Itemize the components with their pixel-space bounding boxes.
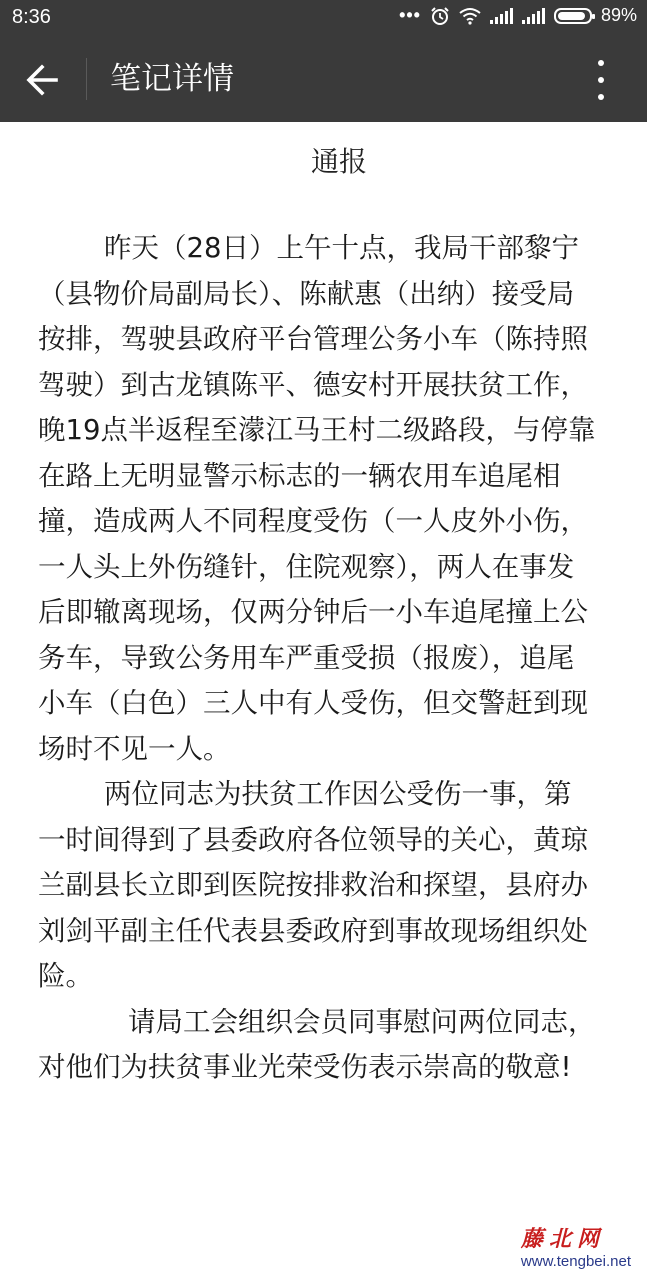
note-body — [38, 226, 598, 1091]
watermark — [521, 1222, 631, 1270]
status-time: 8:36 — [12, 6, 51, 28]
battery-percent: 89% — [600, 5, 637, 25]
more-vert-icon — [598, 60, 604, 66]
back-button[interactable] — [18, 56, 66, 104]
watermark-logo: 藤北网 — [520, 1226, 605, 1252]
app-bar-divider — [86, 58, 87, 100]
signal-icon-2 — [522, 8, 545, 24]
note-paragraph-2: 两位同志为扶贫工作因公受伤一事，第一时间得到了县委政府各位领导的关心，黄琼兰副县长立即到医院按排救治和探望，县府办刘剑平副主任代表县委政府到事故现场组织处险。 — [38, 778, 588, 992]
wifi-icon — [459, 7, 481, 25]
note-paragraph-1: 昨天（28日）上午十点，我局干部黎宁（县物价局副局长）、陈献惠（出纳）接受局按排，驾驶县政府平台管理公务小车（陈持照驾驶）到古龙镇陈平、德安村开展扶贫工作，晚19点半返程至濛江马王村二级路段，与停靠在路上无明显警示标志的一辆农用车追尾相撞，造成两人不同程度受伤（一人皮外小伤，一人头上外伤缝针，住院观察），两人在事发后即辙离现场，仅两分钟后一小车追尾撞上公务车，导致公务用车严重受损（报废），追尾小车（白色）三人中有人受伤，但交警赶到现场时不见一人。 — [38, 232, 596, 765]
app-bar — [0, 36, 647, 122]
battery-icon — [554, 8, 592, 24]
status-bar — [0, 0, 647, 36]
arrow-left-icon — [18, 56, 66, 104]
signal-icon — [490, 8, 513, 24]
watermark-url: www.tengbei.net — [520, 1253, 631, 1270]
alarm-icon — [430, 6, 450, 26]
status-icons — [399, 5, 637, 26]
page-title: 笔记详情 — [110, 61, 234, 97]
note-paragraph-3: 请局工会组织会员同事慰问两位同志，对他们为扶贫事业光荣受伤表示崇高的敬意! — [38, 1005, 596, 1083]
more-notifications-icon: ••• — [399, 5, 421, 25]
note-title: 通报 — [310, 145, 367, 178]
more-options-button[interactable] — [591, 60, 611, 100]
